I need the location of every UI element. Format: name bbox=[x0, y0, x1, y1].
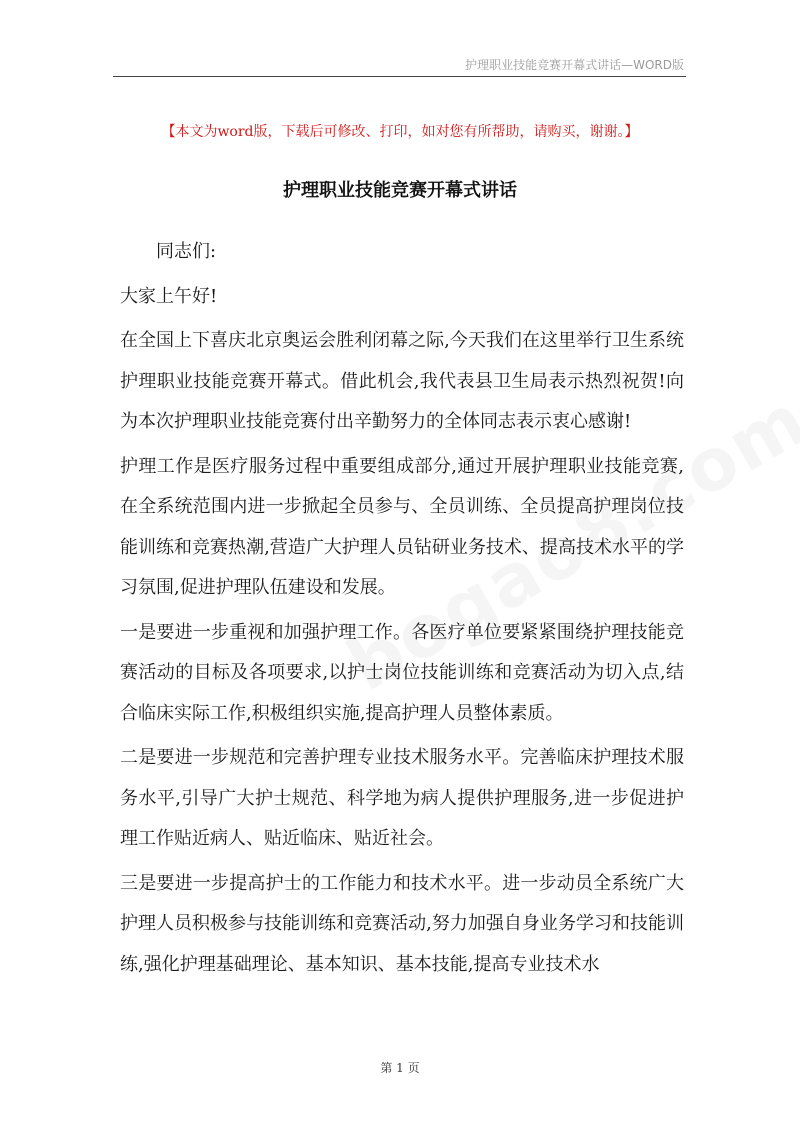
paragraph-opening: 在全国上下喜庆北京奥运会胜利闭幕之际,今天我们在这里举行卫生系统护理职业技能竞赛开幕式。借此机会,我代表县卫生局表示热烈祝贺!向为本次护理职业技能竞赛付出辛勤努力的全体同志表示衷心感谢! bbox=[120, 330, 684, 432]
paragraph-importance: 护理工作是医疗服务过程中重要组成部分,通过开展护理职业技能竞赛,在全系统范围内进一步掀起全员参与、全员训练、全员提高护理岗位技能训练和竞赛热潮,营造广大护理人员钻研业务技术、提高技术水平的学习氛围,促进护理队伍建设和发展。 bbox=[120, 455, 684, 598]
paragraph-point-three: 三是要进一步提高护士的工作能力和技术水平。进一步动员全系统广大护理人员积极参与技能训练和竞赛活动,努力加强自身业务学习和技能训练,强化护理基础理论、基本知识、基本技能,提高专业技术水 bbox=[120, 872, 684, 975]
greeting: 大家上午好! bbox=[120, 285, 218, 307]
paragraph-point-one: 一是要进一步重视和加强护理工作。各医疗单位要紧紧围绕护理技能竞赛活动的目标及各项要求,以护士岗位技能训练和竞赛活动为切入点,结合临床实际工作,积极组织实施,提高护理人员整体素质。 bbox=[120, 621, 684, 724]
document-body bbox=[120, 232, 684, 989]
running-header: 护理职业技能竞赛开幕式讲话—WORD版 bbox=[465, 58, 684, 72]
header-divider bbox=[113, 76, 686, 77]
download-notice: 【本文为word版，下载后可修改、打印，如对您有所帮助，请购买，谢谢。】 bbox=[161, 124, 639, 140]
document-title: 护理职业技能竞赛开幕式讲话 bbox=[283, 180, 517, 201]
page-number: 第 1 页 bbox=[380, 1061, 420, 1075]
salutation: 同志们: bbox=[156, 241, 217, 262]
paragraph-point-two: 二是要进一步规范和完善护理专业技术服务水平。完善临床护理技术服务水平,引导广大护士规范、科学地为病人提供护理服务,进一步促进护理工作贴近病人、贴近临床、贴近社会。 bbox=[120, 747, 684, 849]
